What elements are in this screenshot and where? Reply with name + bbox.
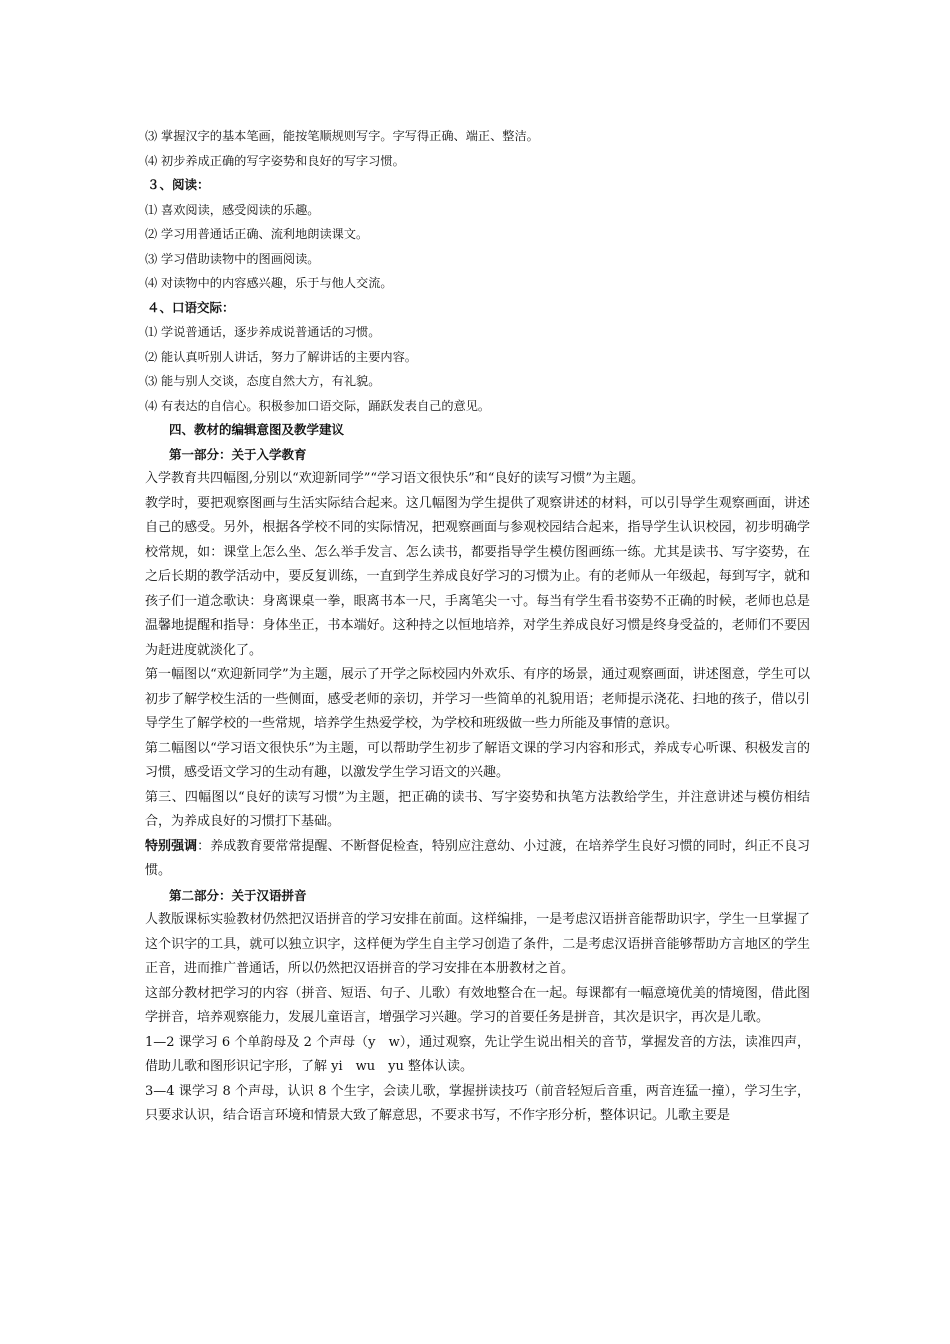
paragraph-3: 第一幅图以“欢迎新同学”为主题，展示了开学之际校园内外欢乐、有序的场景，通过观察画面，讲述图意，学生可以初步了解学校生活的一些侧面，感受老师的亲切，并学习一些简单的礼貌用语；老师提示浇花、扫地的孩子，借以引导学生了解学校的一些常规，培养学生热爱学校，为学校和班级做一些力所能及事情的意识。 [145, 667, 810, 731]
paragraph-1: 入学教育共四幅图,分别以“欢迎新同学”“学习语文很快乐”和“良好的读写习惯”为主题。 [145, 471, 645, 486]
document-body [145, 124, 810, 1129]
writing-item-3: ⑶ 掌握汉字的基本笔画，能按笔顺规则写字。字写得正确、端正、整洁。 [145, 129, 539, 143]
reading-item-4: ⑷ 对读物中的内容感兴趣，乐于与他人交流。 [145, 276, 393, 290]
section-4-title: 四、教材的编辑意图及教学建议 [169, 422, 345, 437]
reading-item-3: ⑶ 学习借助读物中的图画阅读。 [145, 251, 320, 266]
part-1-title: 第一部分：关于入学教育 [169, 446, 307, 462]
paragraph-7: 人教版课标实验教材仍然把汉语拼音的学习安排在前面。这样编排，一是考虑汉语拼音能帮助识字，学生一旦掌握了这个识字的工具，就可以独立识字，这样便为学生自主学习创造了条件，二是考虑汉语拼音能够帮助方言地区的学生正音，进而推广普通话，所以仍然把汉语拼音的学习安排在本册教材之首。 [145, 912, 810, 976]
emphasis-text: ：养成教育要常常提醒、不断督促检查，特别应注意幼、小过渡，在培养学生良好习惯的同时，纠正不良习惯。 [145, 838, 810, 878]
writing-item-4: ⑷ 初步养成正确的写字姿势和良好的写字习惯。 [145, 153, 405, 168]
reading-heading: ３、阅读： [147, 177, 210, 192]
paragraph-4: 第二幅图以“学习语文很快乐”为主题，可以帮助学生初步了解语文课的学习内容和形式，养成专心听课、积极发言的习惯，感受语文学习的生动有趣，以激发学生学习语文的兴趣。 [145, 740, 810, 780]
paragraph-6 [145, 835, 810, 884]
part-2-title: 第二部分：关于汉语拼音 [169, 887, 307, 903]
paragraph-8: 这部分教材把学习的内容（拼音、短语、句子、儿歌）有效地整合在一起。每课都有一幅意境优美的情境图，借此图学拼音，培养观察能力，发展儿童语言，增强学习兴趣。学习的首要任务是拼音，其次是识字，再次是儿歌。 [145, 985, 810, 1025]
paragraph-10: 3—4 课学习 8 个声母，认识 8 个生字，会读儿歌，掌握拼读技巧（前音轻短后音重，两音连猛一撞），学习生字，只要求认识，结合语言环境和情景大致了解意思，不要求书写，不作字形分析，整体识记。儿歌主要是 [145, 1083, 810, 1123]
reading-item-2: ⑵ 学习用普通话正确、流利地朗读课文。 [145, 227, 369, 241]
oral-heading: ４、口语交际： [147, 299, 235, 315]
paragraph-2: 教学时，要把观察图画与生活实际结合起来。这几幅图为学生提供了观察讲述的材料，可以引导学生观察画面，讲述自己的感受。另外，根据各学校不同的实际情况，把观察画面与参观校园结合起来，指导学生认识校园，初步明确学校常规，如：课堂上怎么坐、怎么举手发言、怎么读书，都要指导学生模仿图画练一练。尤其是读书、写字姿势，在之后长期的教学活动中，要反复训练，一直到学生养成良好学习的习惯为止。有的老师从一年级起，每到写字，就和孩子们一道念歌诀：身离课桌一拳，眼离书本一尺，手离笔尖一寸。每当有学生看书姿势不正确的时候，老师也总是温馨地提醒和指导：身体坐正，书本端好。这种持之以恒地培养，对学生养成良好习惯是终身受益的，老师们不要因为赶进度就淡化了。 [145, 495, 810, 658]
oral-item-1: ⑴ 学说普通话，逐步养成说普通话的习惯。 [145, 325, 381, 339]
oral-item-3: ⑶ 能与别人交谈，态度自然大方，有礼貌。 [145, 374, 381, 388]
paragraph-9: 1—2 课学习 6 个单韵母及 2 个声母（y w），通过观察，先让学生说出相关的音节，掌握发音的方法，读准四声，借助儿歌和图形识记字形，了解 yi wu yu 整体认读。 [145, 1034, 810, 1074]
paragraph-5: 第三、四幅图以“良好的读写习惯”为主题，把正确的读书、写字姿势和执笔方法教给学生，并注意讲述与模仿相结合，为养成良好的习惯打下基础。 [145, 789, 810, 829]
reading-item-1: ⑴ 喜欢阅读，感受阅读的乐趣。 [145, 202, 320, 217]
oral-item-4: ⑷ 有表达的自信心。积极参加口语交际，踊跃发表自己的意见。 [145, 398, 491, 413]
oral-item-2: ⑵ 能认真听别人讲话，努力了解讲话的主要内容。 [145, 349, 417, 364]
emphasis-label: 特别强调 [145, 838, 198, 854]
